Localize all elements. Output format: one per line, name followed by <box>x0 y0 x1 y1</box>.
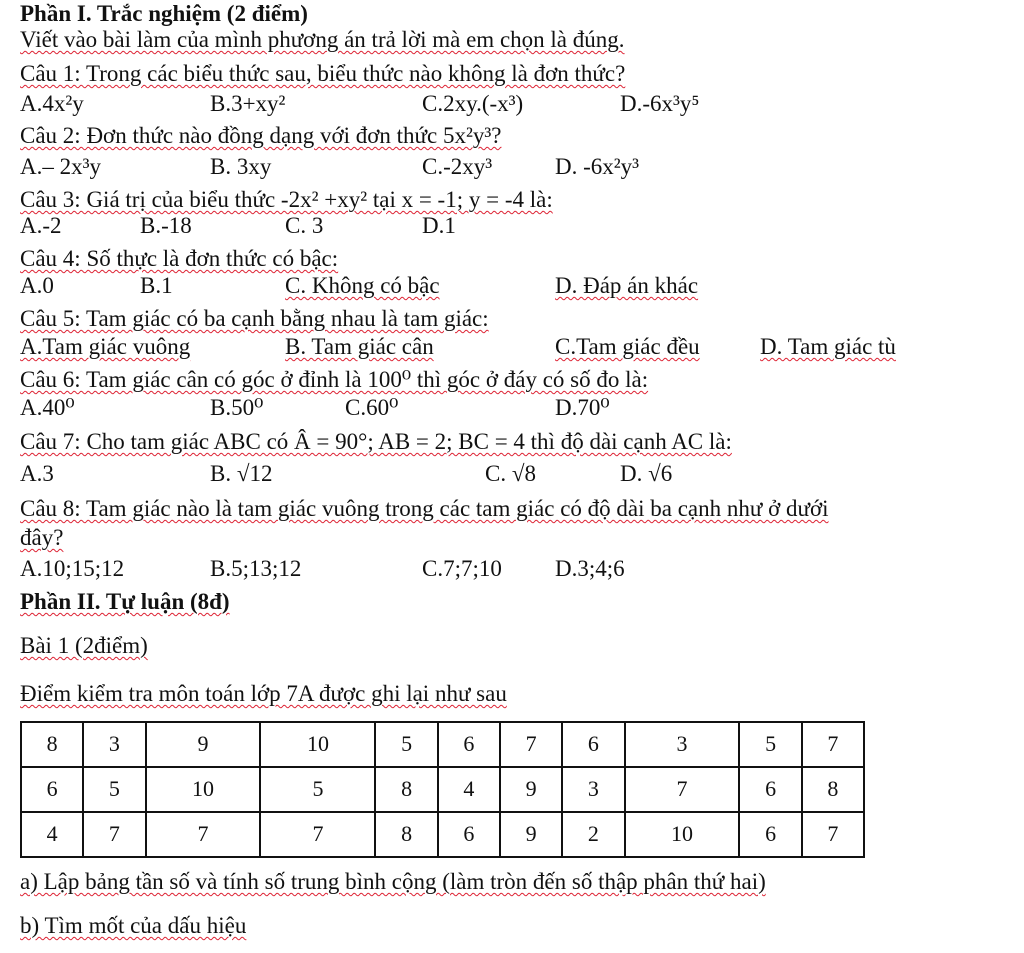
q3-option-a: A.-2 <box>20 213 62 238</box>
q7-option-a: A.3 <box>20 461 54 486</box>
question-8-stem-cont: đây? <box>20 525 64 550</box>
table-cell: 10 <box>625 812 740 857</box>
q1-option-b: B.3+xy² <box>210 91 286 116</box>
table-cell: 7 <box>146 812 261 857</box>
table-cell: 5 <box>83 767 145 812</box>
question-2-stem: Câu 2: Đơn thức nào đồng dạng với đơn thức 5x²y³? <box>20 123 502 148</box>
table-cell: 8 <box>21 722 83 767</box>
table-cell: 4 <box>438 767 500 812</box>
q8-option-c: C.7;7;10 <box>422 556 502 581</box>
q3-option-d: D.1 <box>422 213 456 238</box>
bai1-heading: Bài 1 (2điểm) <box>20 633 148 658</box>
question-5-stem: Câu 5: Tam giác có ba cạnh bằng nhau là tam giác: <box>20 306 489 331</box>
q1-option-a: A.4x²y <box>20 91 84 116</box>
table-cell: 8 <box>375 767 437 812</box>
q5-option-a: A.Tam giác vuông <box>20 334 191 359</box>
table-cell: 4 <box>21 812 83 857</box>
part2-title: Phần II. Tự luận (8đ) <box>20 589 230 614</box>
table-cell: 6 <box>438 722 500 767</box>
q4-option-d: D. Đáp án khác <box>555 273 699 298</box>
question-4-stem: Câu 4: Số thực là đơn thức có bậc: <box>20 246 339 271</box>
table-cell: 7 <box>260 812 375 857</box>
table-cell: 7 <box>802 722 864 767</box>
question-6-stem: Câu 6: Tam giác cân có góc ở đỉnh là 100⁰ thì góc ở đáy có số đo là: <box>20 367 649 392</box>
table-cell: 2 <box>562 812 624 857</box>
q3-option-c: C. 3 <box>285 213 324 238</box>
table-cell: 3 <box>625 722 740 767</box>
q7-option-c: C. √8 <box>485 461 536 486</box>
table-cell: 9 <box>500 812 562 857</box>
table-cell: 6 <box>739 812 801 857</box>
table-cell: 8 <box>375 812 437 857</box>
q1-option-c: C.2xy.(-x³) <box>422 91 524 116</box>
table-row <box>21 812 864 857</box>
q8-option-d: D.3;4;6 <box>555 556 625 581</box>
table-cell: 10 <box>260 722 375 767</box>
bai1-intro: Điểm kiểm tra môn toán lớp 7A được ghi lại như sau <box>20 681 507 706</box>
question-1-stem: Câu 1: Trong các biểu thức sau, biểu thức nào không là đơn thức? <box>20 61 626 86</box>
table-cell: 7 <box>500 722 562 767</box>
table-cell: 9 <box>146 722 261 767</box>
question-7-stem: Câu 7: Cho tam giác ABC có Â = 90°; AB = 2; BC = 4 thì độ dài cạnh AC là: <box>20 429 732 454</box>
q5-option-d: D. Tam giác tù <box>760 334 896 359</box>
table-cell: 10 <box>146 767 261 812</box>
q1-option-d: D.-6x³y⁵ <box>620 91 700 116</box>
table-cell: 5 <box>260 767 375 812</box>
table-row <box>21 767 864 812</box>
q4-option-b: B.1 <box>140 273 173 298</box>
grades-table <box>20 721 865 858</box>
task-b: b) Tìm mốt của dấu hiệu <box>20 913 247 938</box>
q5-option-b: B. Tam giác cân <box>285 334 434 359</box>
q3-option-b: B.-18 <box>140 213 192 238</box>
q7-option-b: B. √12 <box>210 461 273 486</box>
q4-option-c: C. Không có bậc <box>285 273 440 298</box>
q7-option-d: D. √6 <box>620 461 673 486</box>
table-cell: 5 <box>375 722 437 767</box>
q2-option-a: A.– 2x³y <box>20 154 102 179</box>
table-cell: 5 <box>739 722 801 767</box>
q6-option-c: C.60⁰ <box>345 395 399 420</box>
table-cell: 6 <box>21 767 83 812</box>
part1-instruction: Viết vào bài làm của mình phương án trả lời mà em chọn là đúng. <box>20 27 625 52</box>
table-cell: 3 <box>562 767 624 812</box>
part1-title: Phần I. Trắc nghiệm (2 điểm) <box>20 1 308 26</box>
table-row <box>21 722 864 767</box>
q6-option-d: D.70⁰ <box>555 395 610 420</box>
q8-option-b: B.5;13;12 <box>210 556 302 581</box>
table-cell: 3 <box>83 722 145 767</box>
q6-option-a: A.40⁰ <box>20 395 75 420</box>
question-8-stem: Câu 8: Tam giác nào là tam giác vuông trong các tam giác có độ dài ba cạnh như ở dưới <box>20 496 829 521</box>
table-cell: 8 <box>802 767 864 812</box>
q6-option-b: B.50⁰ <box>210 395 264 420</box>
task-a: a) Lập bảng tần số và tính số trung bình cộng (làm tròn đến số thập phân thứ hai) <box>20 869 766 894</box>
table-cell: 7 <box>802 812 864 857</box>
q2-option-d: D. -6x²y³ <box>555 154 640 179</box>
q4-option-a: A.0 <box>20 273 54 298</box>
q2-option-c: C.-2xy³ <box>422 154 493 179</box>
q5-option-c: C.Tam giác đều <box>555 334 700 359</box>
q2-option-b: B. 3xy <box>210 154 272 179</box>
table-cell: 7 <box>83 812 145 857</box>
table-cell: 6 <box>739 767 801 812</box>
table-cell: 6 <box>438 812 500 857</box>
table-cell: 6 <box>562 722 624 767</box>
question-3-stem: Câu 3: Giá trị của biểu thức -2x² +xy² tại x = -1; y = -4 là: <box>20 187 553 212</box>
table-cell: 9 <box>500 767 562 812</box>
table-cell: 7 <box>625 767 740 812</box>
q8-option-a: A.10;15;12 <box>20 556 125 581</box>
